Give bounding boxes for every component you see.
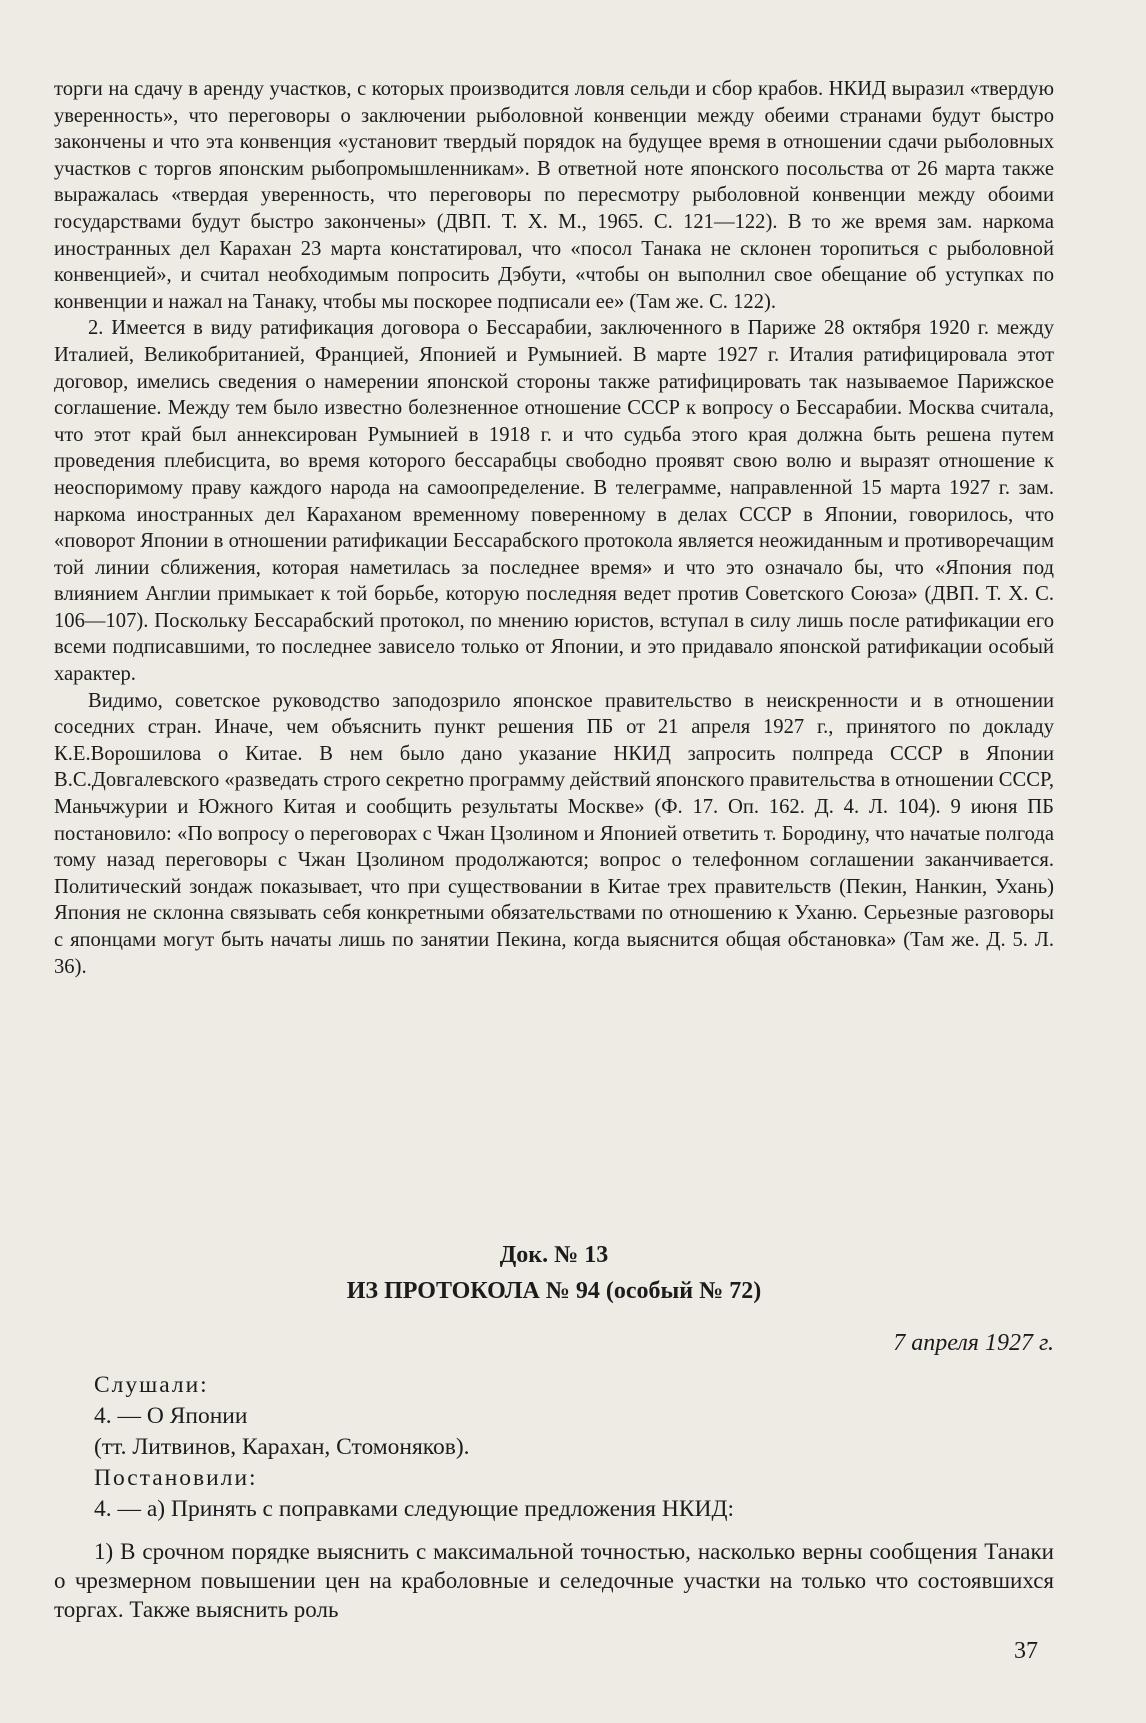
commentary-notes <box>54 76 1054 980</box>
heard-item: 4. — О Японии <box>94 1403 248 1429</box>
document-date: 7 апреля 1927 г. <box>893 1330 1054 1356</box>
heard-label: Слушали: <box>94 1372 209 1398</box>
heard-speakers: (тт. Литвинов, Карахан, Стомоняков). <box>94 1434 470 1460</box>
note-paragraph-continuation: торги на сдачу в аренду участков, с которых производится ловля сельди и сбор крабов. НКИД выразил «твердую уверенность», что переговоры о заключении рыболовной конвенции между обеими странами будут быстро закончены и что эта конвенция «установит твердый порядок на будущее время в отношении сдачи рыболовных участков с торгов японским рыбопромышленникам». В ответной ноте японского посольства от 26 марта также выражалась «твердая уверенность, что переговоры по пересмотру рыболовной конвенции между обоими государствами будут быстро закончены» (ДВП. Т. Х. М., 1965. С. 121—122). В то же время зам. наркома иностранных дел Карахан 23 марта констатировал, что «посол Танака не склонен торопиться с рыболовной конвенцией», и считал необходимым попросить Дэбути, «чтобы он выполнил свое обещание об уступках по конвенции и нажал на Танаку, чтобы мы поскорее подписали ее» (Там же. С. 122). <box>54 78 1054 313</box>
note-paragraph-3: Видимо, советское руководство заподозрило японское правительство в неискренности и в отношении соседних стран. Иначе, чем объяснить пункт решения ПБ от 21 апреля 1927 г., принятого по докладу К.Е.Ворошилова о Китае. В нем было дано указание НКИД запросить полпреда СССР в Японии В.С.Довгалевского «разведать строго секретно программу действий японского правительства в отношении СССР, Маньчжурии и Южного Китая и сообщить результаты Москве» (Ф. 17. Оп. 162. Д. 4. Л. 104). 9 июня ПБ постановило: «По вопросу о переговорах с Чжан Цзолином и Японией ответить т. Бородину, что начатые полгода тому назад переговоры с Чжан Цзолином продолжаются; вопрос о телефонном соглашении заканчивается. Политический зондаж показывает, что при существовании в Китае трех правительств (Пекин, Нанкин, Ухань) Япония не склонна связывать себя конкретными обязательствами по отношению к Уханю. Серьезные разговоры с японцами могут быть начаты лишь по занятии Пекина, когда выяснится общая обстановка» (Там же. Д. 5. Л. 36). <box>54 689 1055 978</box>
protocol-block <box>94 1370 1054 1525</box>
note-paragraph-2: 2. Имеется в виду ратификация договора о Бессарабии, заключенного в Париже 28 октября 1920 г. между Италией, Великобританией, Францией, Японией и Румынией. В марте 1927 г. Италия ратифицировала этот договор, имелись сведения о намерении японской стороны также ратифицировать так называемое Парижское соглашение. Между тем было известно болезненное отношение СССР к вопросу о Бессарабии. Москва считала, что этот край был аннексирован Румынией в 1918 г. и что судьба этого края должна быть решена путем проведения плебисцита, во время которого бессарабцы свободно проявят свою волю и выразят отношение к неоспоримому праву каждого народа на самоопределение. В телеграмме, направленной 15 марта 1927 г. зам. наркома иностранных дел Караханом временному поверенному в делах СССР в Японии, говорилось, что «поворот Японии в отношении ратификации Бессарабского протокола является неожиданным и противоречащим той линии сближения, которая наметилась за последнее время» и что это означало бы, что «Япония под влиянием Англии примыкает к той борьбе, которую последняя ведет против Советского Союза» (ДВП. Т. Х. С. 106—107). Поскольку Бессарабский протокол, по мнению юристов, вступал в силу лишь после ратификации его всеми подписавшими, то последнее зависело только от Японии, и это придавало японской ратификации особый характер. <box>54 317 1054 686</box>
page-number: 37 <box>1014 1638 1038 1664</box>
document-number: Док. № 13 <box>499 1242 609 1268</box>
resolved-label: Постановили: <box>94 1465 258 1491</box>
protocol-title: ИЗ ПРОТОКОЛА № 94 (особый № 72) <box>346 1278 762 1304</box>
resolved-item: 4. — а) Принять с поправками следующие предложения НКИД: <box>94 1496 735 1522</box>
resolution-point-1: 1) В срочном порядке выяснить с максимальной точностью, насколько верны сообщения Танаки о чрезмерном повышении цен на краболовные и селедочные участки на только что состоявшихся торгах. Также выяснить роль <box>54 1539 1054 1622</box>
